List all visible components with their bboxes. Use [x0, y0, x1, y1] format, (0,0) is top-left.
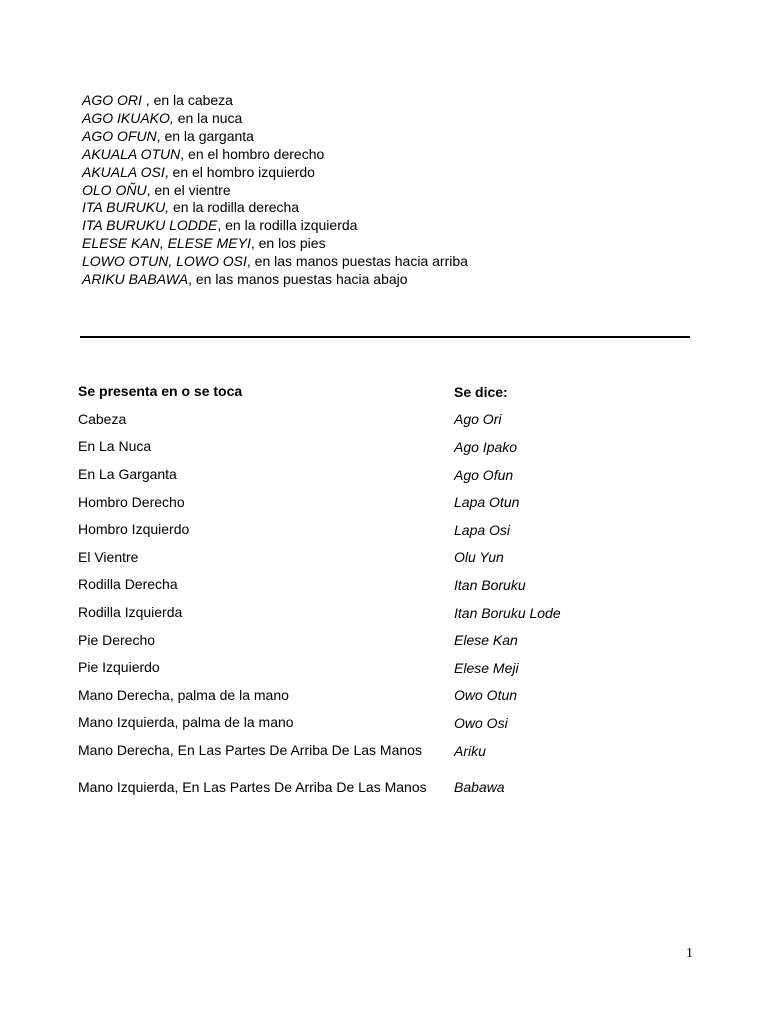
saying-cell: Elese Kan [454, 632, 518, 649]
place-cell: Rodilla Izquierda [78, 604, 183, 621]
saying-cell: Owo Osi [454, 714, 508, 731]
table-row [78, 654, 678, 682]
intro-meaning: , en el hombro derecho [180, 145, 325, 162]
intro-meaning: , en el vientre [146, 181, 231, 198]
table-row [78, 544, 678, 572]
table-row [78, 406, 678, 434]
saying-cell: Elese Meji [454, 659, 519, 676]
intro-line [82, 235, 702, 253]
saying-cell: Babawa [454, 779, 505, 796]
intro-list [82, 92, 702, 289]
saying-cell: Olu Yun [454, 549, 504, 566]
intro-term: OLO OÑU [82, 181, 147, 198]
intro-line [82, 92, 702, 110]
table-row [78, 516, 678, 544]
intro-line [82, 128, 702, 146]
table-row [78, 433, 678, 461]
intro-meaning: , en la rodilla izquierda [217, 217, 358, 234]
intro-line [82, 164, 702, 182]
saying-cell: Lapa Osi [454, 521, 511, 538]
intro-term: AGO IKUAKO, [82, 109, 174, 126]
intro-line [82, 110, 702, 128]
place-cell: Mano Izquierda, En Las Partes De Arriba De Las Manos [78, 778, 427, 795]
table-row [78, 599, 678, 627]
intro-line [82, 217, 702, 235]
place-cell: En La Garganta [78, 466, 177, 483]
intro-meaning: , en los pies [250, 235, 326, 252]
intro-meaning: , en la cabeza [141, 92, 233, 108]
place-cell: Hombro Izquierdo [78, 521, 190, 538]
saying-cell: Itan Boruku [454, 576, 526, 593]
page-number: 1 [686, 946, 693, 961]
intro-term: AGO OFUN [82, 127, 157, 144]
horizontal-rule [80, 336, 690, 338]
intro-term: ARIKU BABAWA [82, 271, 189, 288]
table-row [78, 764, 678, 810]
table-header-row [78, 378, 678, 406]
place-cell: Mano Derecha, palma de la mano [78, 686, 289, 703]
intro-meaning: , en las manos puestas hacia abajo [188, 271, 408, 288]
intro-line [82, 182, 702, 200]
place-cell: Rodilla Derecha [78, 576, 178, 593]
saying-cell: Ago Ori [454, 411, 502, 428]
intro-meaning: , en la garganta [156, 127, 254, 144]
table-row [78, 709, 678, 737]
intro-line [82, 271, 702, 289]
intro-term: LOWO OTUN, LOWO OSI [82, 253, 247, 270]
header-place: Se presenta en o se toca [78, 383, 243, 400]
saying-cell: Ariku [454, 742, 486, 759]
place-cell: Pie Izquierdo [78, 659, 160, 676]
intro-term: AGO ORI [82, 92, 142, 108]
header-saying: Se dice: [454, 383, 508, 400]
place-cell: Hombro Derecho [78, 493, 185, 510]
intro-term: ITA BURUKU, [82, 199, 170, 216]
intro-meaning: , en las manos puestas hacia arriba [246, 253, 468, 270]
intro-line [82, 253, 702, 271]
place-cell: Cabeza [78, 410, 127, 427]
saying-cell: Lapa Otun [454, 494, 520, 511]
table-row [78, 461, 678, 489]
intro-meaning: en la rodilla derecha [169, 199, 300, 216]
intro-term: AKUALA OSI [82, 163, 165, 180]
place-cell: En La Nuca [78, 438, 152, 455]
table-row [78, 571, 678, 599]
intro-term: AKUALA OTUN [82, 145, 181, 162]
intro-line [82, 146, 702, 164]
place-cell: Mano Izquierda, palma de la mano [78, 714, 294, 731]
intro-term: ITA BURUKU LODDE [82, 217, 218, 234]
table-row [78, 488, 678, 516]
intro-meaning: , en el hombro izquierdo [164, 163, 315, 180]
saying-cell: Itan Boruku Lode [454, 604, 561, 621]
body-parts-table [78, 378, 678, 810]
place-cell: Pie Derecho [78, 631, 156, 648]
intro-line [82, 199, 702, 217]
saying-cell: Owo Otun [454, 687, 518, 704]
table-row [78, 682, 678, 710]
table-row [78, 626, 678, 654]
intro-term: ELESE KAN, ELESE MEYI [82, 235, 251, 252]
saying-cell: Ago Ofun [454, 466, 514, 483]
saying-cell: Ago Ipako [454, 438, 518, 455]
place-cell: El Vientre [78, 548, 139, 565]
intro-meaning: en la nuca [173, 109, 243, 126]
place-cell: Mano Derecha, En Las Partes De Arriba De Las Manos [78, 742, 422, 759]
table-row [78, 737, 678, 765]
